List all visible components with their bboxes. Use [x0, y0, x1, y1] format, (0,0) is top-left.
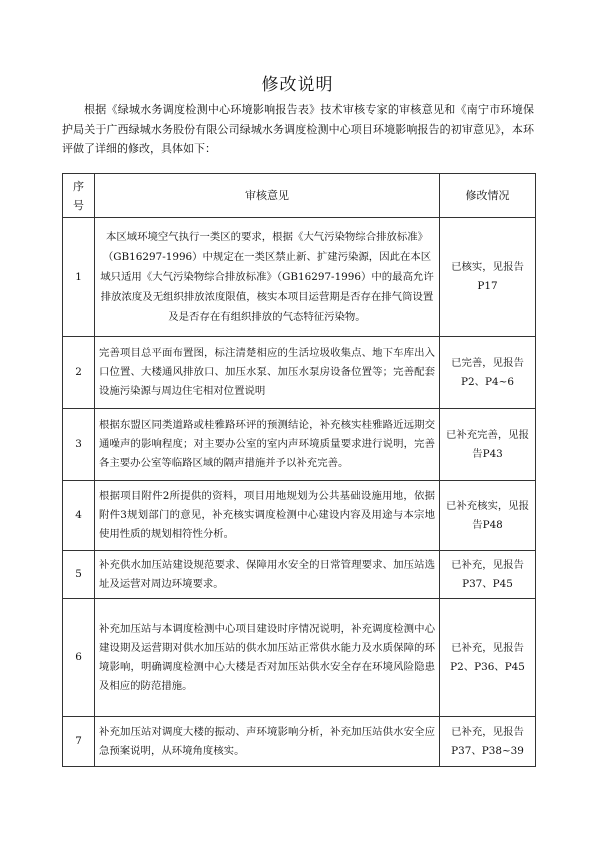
row-status: 已补充，见报告P37、P45 [440, 551, 536, 599]
row-status: 已补充，见报告P37、P38~39 [440, 717, 536, 767]
table-row [63, 599, 536, 717]
table-row [63, 409, 536, 481]
document-title: 修改说明 [261, 75, 334, 95]
intro-paragraph: 根据《绿城水务调度检测中心环境影响报告表》技术审核专家的审核意见和《南宁市环境保护局关于广西绿城水务股份有限公司绿城水务调度检测中心项目环境影响报告的初审意见》，本环评做了详细的修改，具体如下： [62, 103, 534, 155]
row-seq: 7 [63, 717, 95, 767]
row-status: 已完善，见报告P2、P4~6 [440, 337, 536, 409]
row-opinion: 补充加压站与本调度检测中心项目建设时序情况说明，补充调度检测中心建设期及运营期对供水加压站的供水加压站正常供水能力及水质保障的环境影响，明确调度检测中心大楼是否对加压站供水安全存在环境风险隐患及相应的防范措施。 [95, 599, 440, 717]
table-row [63, 717, 536, 767]
header-status: 修改情况 [440, 174, 536, 218]
row-seq: 2 [63, 337, 95, 409]
table-row [63, 481, 536, 551]
table-row [63, 218, 536, 337]
row-opinion: 本区域环境空气执行一类区的要求，根据《大气污染物综合排放标准》（GB16297-1996）中规定在一类区禁止新、扩建污染源，因此在本区域只适用《大气污染物综合排放标准》（GB16297-1996）中的最高允许排放浓度及无组织排放浓度限值，核实本项目运营期是否存在排气筒设置及是否存在有组织排放的气态特征污染物。 [95, 218, 440, 337]
row-seq: 5 [63, 551, 95, 599]
table-header-row [63, 174, 536, 218]
row-seq: 4 [63, 481, 95, 551]
row-opinion: 根据东盟区同类道路或桂雅路环评的预测结论，补充核实桂雅路近远期交通噪声的影响程度；对主要办公室的室内声环境质量要求进行说明，完善各主要办公室等临路区域的隔声措施并予以补充完善。 [95, 409, 440, 481]
row-status: 已核实，见报告P17 [440, 218, 536, 337]
row-status: 已补充核实，见报告P48 [440, 481, 536, 551]
row-opinion: 根据项目附件2所提供的资料，项目用地规划为公共基础设施用地，依据附件3规划部门的意见，补充核实调度检测中心建设内容及用途与本宗地使用性质的规划相符性分析。 [95, 481, 440, 551]
row-opinion: 补充供水加压站建设规范要求、保障用水安全的日常管理要求、加压站选址及运营对周边环境要求。 [95, 551, 440, 599]
row-seq: 1 [63, 218, 95, 337]
header-opinion: 审核意见 [95, 174, 440, 218]
review-table [62, 173, 536, 767]
row-status: 已补充，见报告P2、P36、P45 [440, 599, 536, 717]
row-status: 已补充完善，见报告P43 [440, 409, 536, 481]
row-seq: 6 [63, 599, 95, 717]
row-seq: 3 [63, 409, 95, 481]
table-row [63, 551, 536, 599]
row-opinion: 补充加压站对调度大楼的振动、声环境影响分析，补充加压站供水安全应急预案说明，从环境角度核实。 [95, 717, 440, 767]
row-opinion: 完善项目总平面布置图，标注清楚相应的生活垃圾收集点、地下车库出入口位置、大楼通风排放口、加压水泵、加压水泵房设备位置等；完善配套设施污染源与周边住宅相对位置说明 [95, 337, 440, 409]
table-row [63, 337, 536, 409]
header-seq: 序号 [63, 174, 95, 218]
